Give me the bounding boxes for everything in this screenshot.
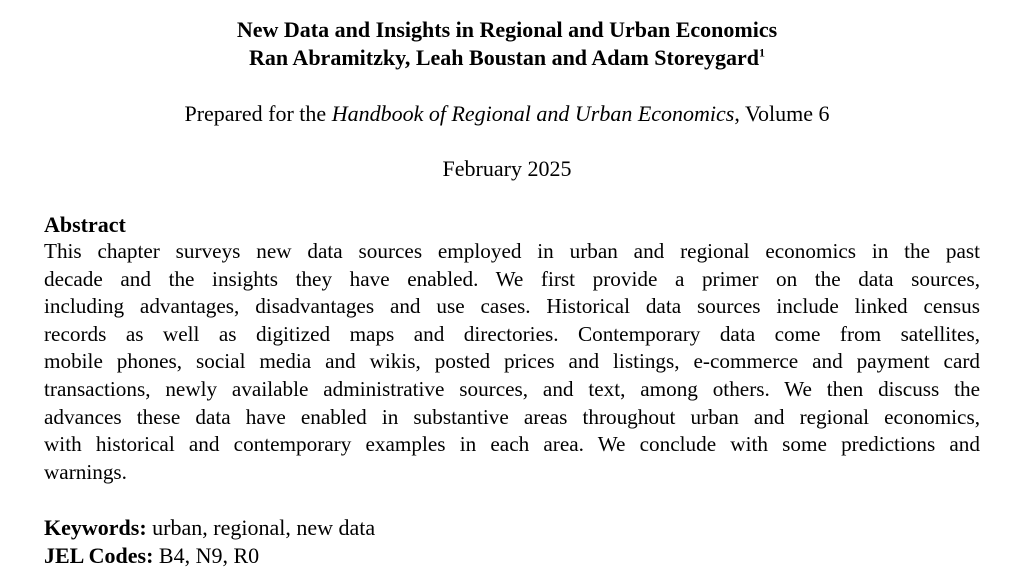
jel-codes-label: JEL Codes: xyxy=(44,543,154,568)
abstract-line: including advantages, disadvantages and use cases. Historical data sources include linked census xyxy=(44,294,980,319)
abstract-line: with historical and contemporary examples in each area. We conclude with some predictions and xyxy=(44,432,980,457)
author-line xyxy=(0,44,1014,72)
abstract-line: records as well as digitized maps and directories. Contemporary data come from satellites, xyxy=(44,321,980,346)
abstract-line: This chapter surveys new data sources employed in urban and regional economics in the past xyxy=(44,239,980,263)
keywords-value: urban, regional, new data xyxy=(146,515,376,540)
abstract-line: warnings. xyxy=(44,459,127,484)
paper-date: February 2025 xyxy=(442,156,572,181)
author-footnote-marker: 1 xyxy=(758,45,765,60)
jel-codes-value: B4, N9, R0 xyxy=(153,543,260,568)
abstract-heading: Abstract xyxy=(44,212,126,237)
keywords-label: Keywords: xyxy=(44,515,147,540)
prepared-suffix: , Volume 6 xyxy=(734,101,830,126)
paper-authors: Ran Abramitzky, Leah Boustan and Adam Storeygard xyxy=(249,45,759,70)
abstract-line: advances these data have enabled in substantive areas throughout urban and regional economics, xyxy=(44,404,980,429)
jel-codes-line xyxy=(44,542,259,570)
abstract-body xyxy=(44,238,980,486)
prepared-for-line xyxy=(0,100,1014,128)
prepared-prefix: Prepared for the xyxy=(184,101,332,126)
paper-title: New Data and Insights in Regional and Urban Economics xyxy=(236,17,778,42)
keywords-line xyxy=(44,514,375,542)
title-block xyxy=(0,16,1014,72)
abstract-line: transactions, newly available administrative sources, and text, among others. We then discuss the xyxy=(44,376,980,401)
handbook-title: Handbook of Regional and Urban Economics xyxy=(331,101,735,126)
abstract-line: decade and the insights they have enabled. We first provide a primer on the data sources, xyxy=(44,266,980,291)
abstract-line: mobile phones, social media and wikis, posted prices and listings, e-commerce and payment card xyxy=(44,349,980,374)
